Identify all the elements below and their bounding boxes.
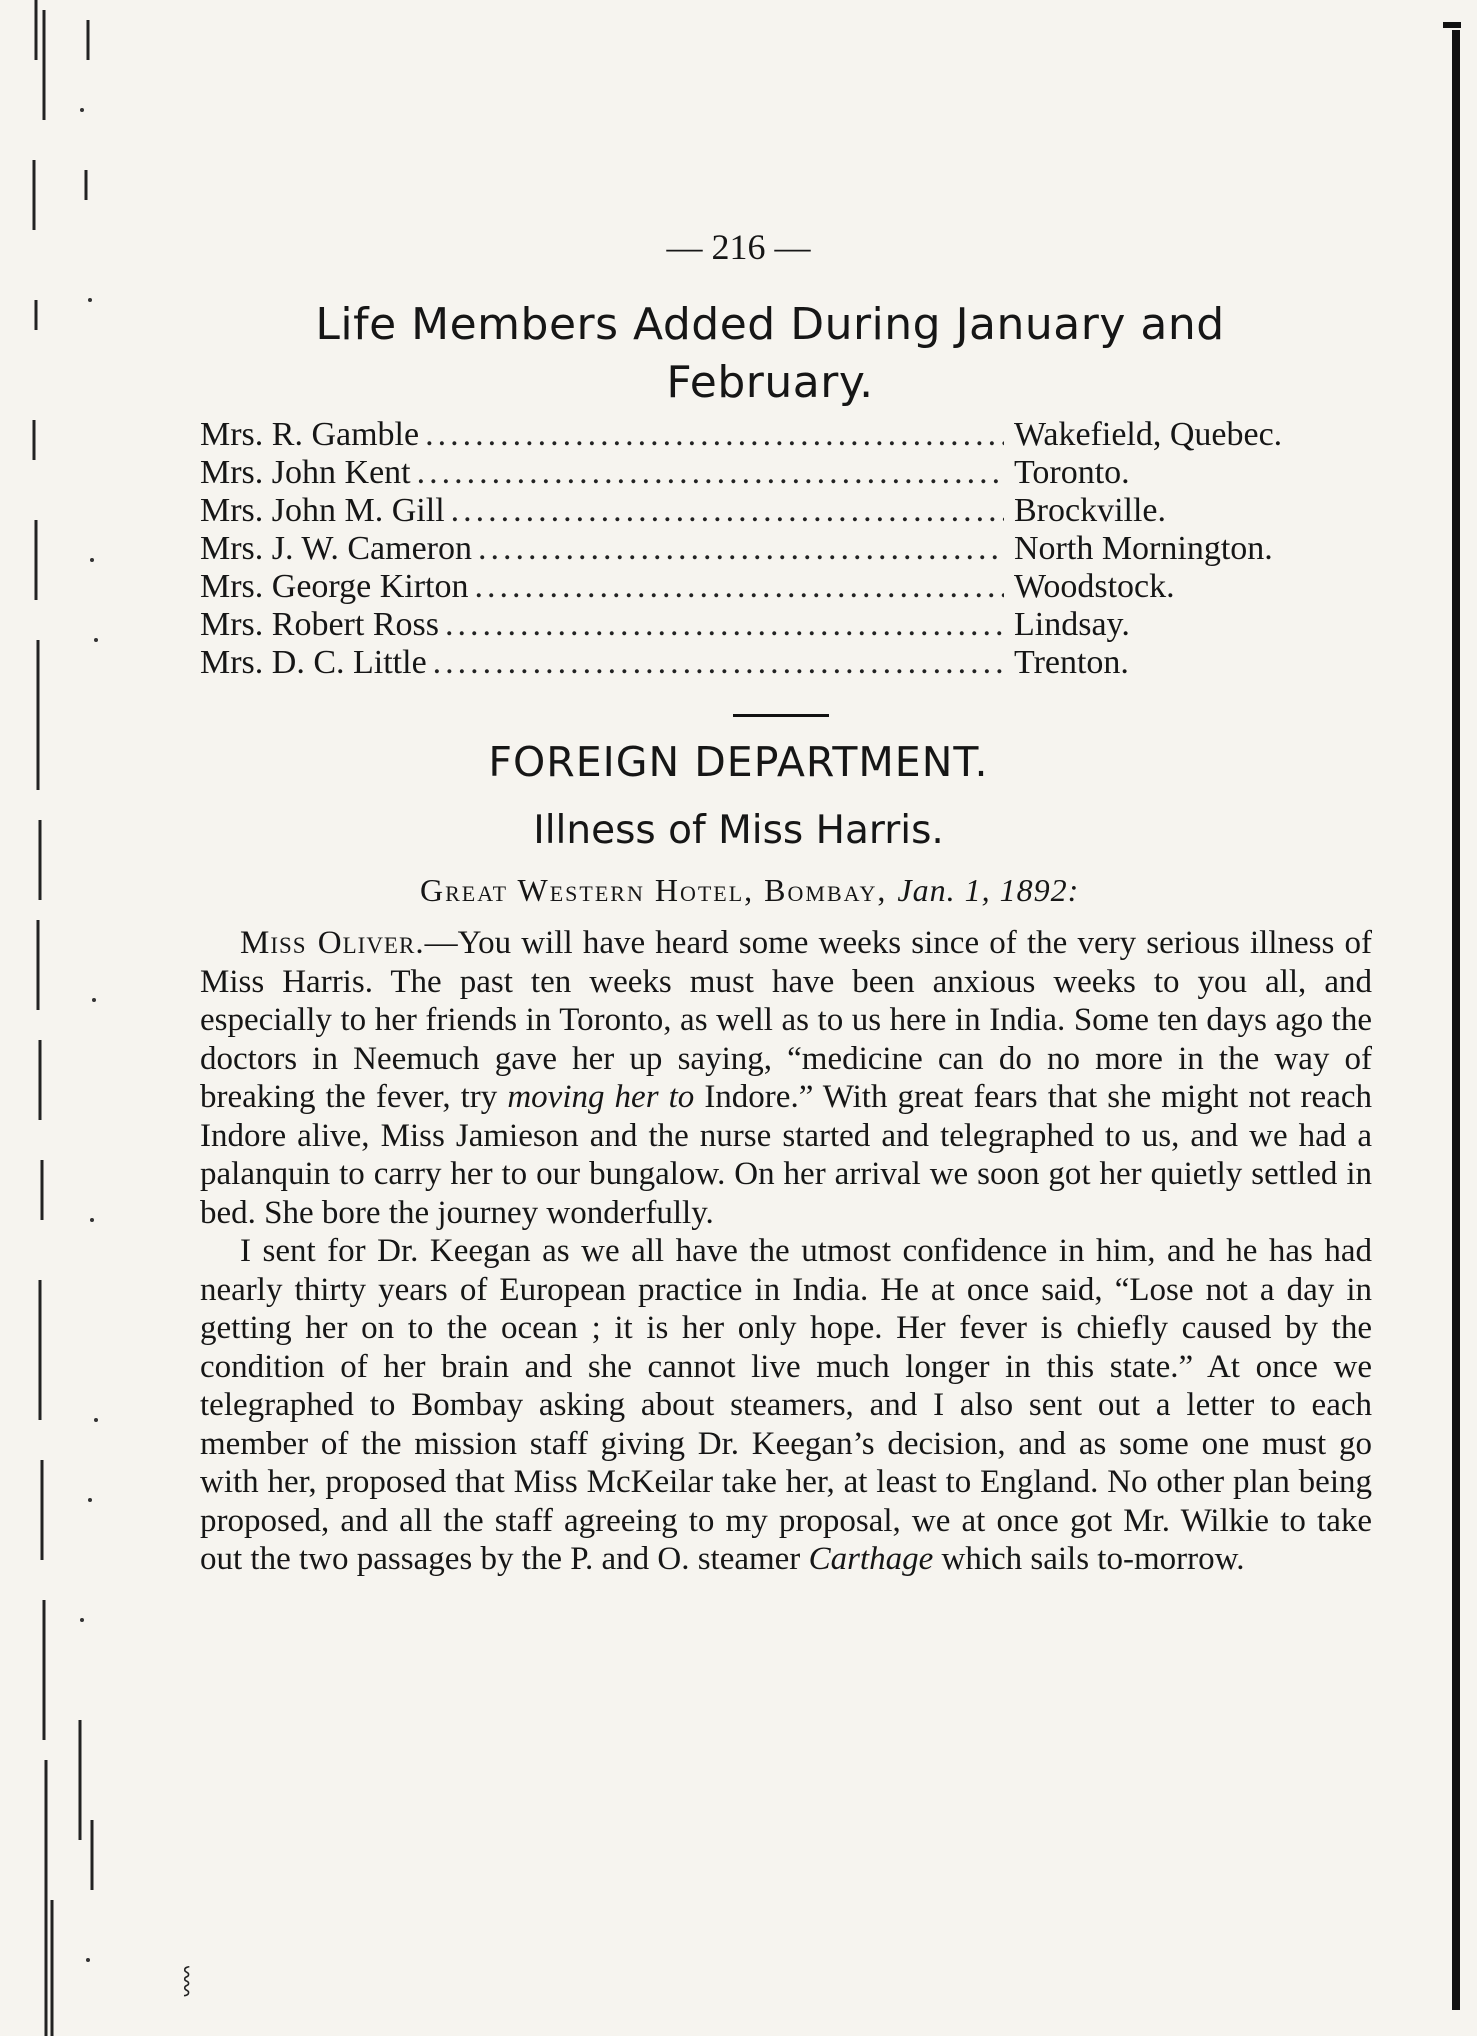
life-members-list	[200, 416, 1372, 682]
title-line-2: February.	[666, 357, 874, 408]
member-row	[200, 530, 1372, 568]
section-heading: FOREIGN DEPARTMENT.	[488, 738, 989, 786]
member-place: Lindsay.	[1014, 606, 1130, 643]
section-divider	[733, 714, 829, 717]
paragraph-text: Indore.” With great fears that she might not reach Indore alive, Miss Jamieson and the nurse started and telegraphed to us, and we had a palanquin to carry her to our bungalow. On her arrival we soon got her quietly settled in bed. She bore the journey wonderfully.	[200, 1079, 1372, 1231]
member-name: Mrs. George Kirton	[200, 568, 469, 605]
member-place: Woodstock.	[1014, 568, 1175, 605]
paragraph-text: —You will have heard some weeks since of the very serious illness of Miss Harris. The past ten weeks must have been anxious weeks to you all, and especially to her friends in Toronto, as well as to us here in India. Some ten days ago the doctors in Neemuch gave her up saying, “medicine can do no more in the way of breaking the fever, try	[200, 925, 1373, 1115]
page-number: — 216 —	[666, 227, 811, 267]
dateline-date: Jan. 1, 1892:	[897, 872, 1080, 908]
ink-smudge: ⸾	[182, 1965, 192, 1994]
dot-leader	[433, 644, 1004, 682]
page-edge-shadow	[1452, 30, 1460, 2010]
member-name: Mrs. J. W. Cameron	[200, 530, 472, 567]
member-row	[200, 644, 1372, 682]
member-place: Trenton.	[1014, 644, 1129, 681]
paragraph	[200, 924, 1372, 1232]
binding-gutter-marks	[22, 0, 102, 2036]
dot-leader	[417, 454, 1004, 492]
letter-body	[200, 924, 1372, 1579]
dot-leader	[451, 492, 1004, 530]
member-name: Mrs. John Kent	[200, 454, 411, 491]
member-place: Toronto.	[1014, 454, 1130, 491]
page-edge-shadow-top	[1443, 22, 1461, 28]
member-row	[200, 416, 1372, 454]
member-place: Wakefield, Quebec.	[1014, 416, 1283, 453]
title-line-1: Life Members Added During January and	[315, 299, 1225, 350]
article-heading: Illness of Miss Harris.	[533, 808, 944, 853]
member-row	[200, 606, 1372, 644]
member-name: Mrs. R. Gamble	[200, 416, 420, 453]
paragraph-text: which sails to-morrow.	[933, 1541, 1245, 1577]
member-name: Mrs. John M. Gill	[200, 492, 445, 529]
letter-dateline	[420, 872, 1380, 909]
member-place: Brockville.	[1014, 492, 1167, 529]
dot-leader	[478, 530, 1004, 568]
member-row	[200, 492, 1372, 530]
dot-leader	[445, 606, 1004, 644]
member-name: Mrs. Robert Ross	[200, 606, 439, 643]
member-row	[200, 568, 1372, 606]
ship-name: Carthage	[808, 1541, 934, 1577]
page-title	[170, 296, 1370, 412]
letter-addressee: Miss Oliver.	[240, 925, 425, 961]
paragraph	[200, 1232, 1372, 1579]
dot-leader	[475, 568, 1005, 606]
member-row	[200, 454, 1372, 492]
paragraph-italic-text: moving her to	[507, 1079, 695, 1115]
dot-leader	[425, 416, 1004, 454]
member-name: Mrs. D. C. Little	[200, 644, 427, 681]
dateline-place: Great Western Hotel, Bombay,	[420, 872, 888, 908]
member-place: North Mornington.	[1014, 530, 1273, 567]
paragraph-text: I sent for Dr. Keegan as we all have the utmost confidence in him, and he has had nearly thirty years of European practice in India. He at once said, “Lose not a day in getting her on to the ocean ; it is her only hope. Her fever is chiefly caused by the condition of her brain and she cannot live much longer in this state.” At once we telegraphed to Bombay asking about steamers, and I also sent out a letter to each member of the mission staff giving Dr. Keegan’s decision, and as some one must go with her, proposed that Miss McKeilar take her, at least to England. No other plan being proposed, and all the staff agreeing to my proposal, we at once got Mr. Wilkie to take out the two passages by the P. and O. steamer	[200, 1233, 1372, 1577]
